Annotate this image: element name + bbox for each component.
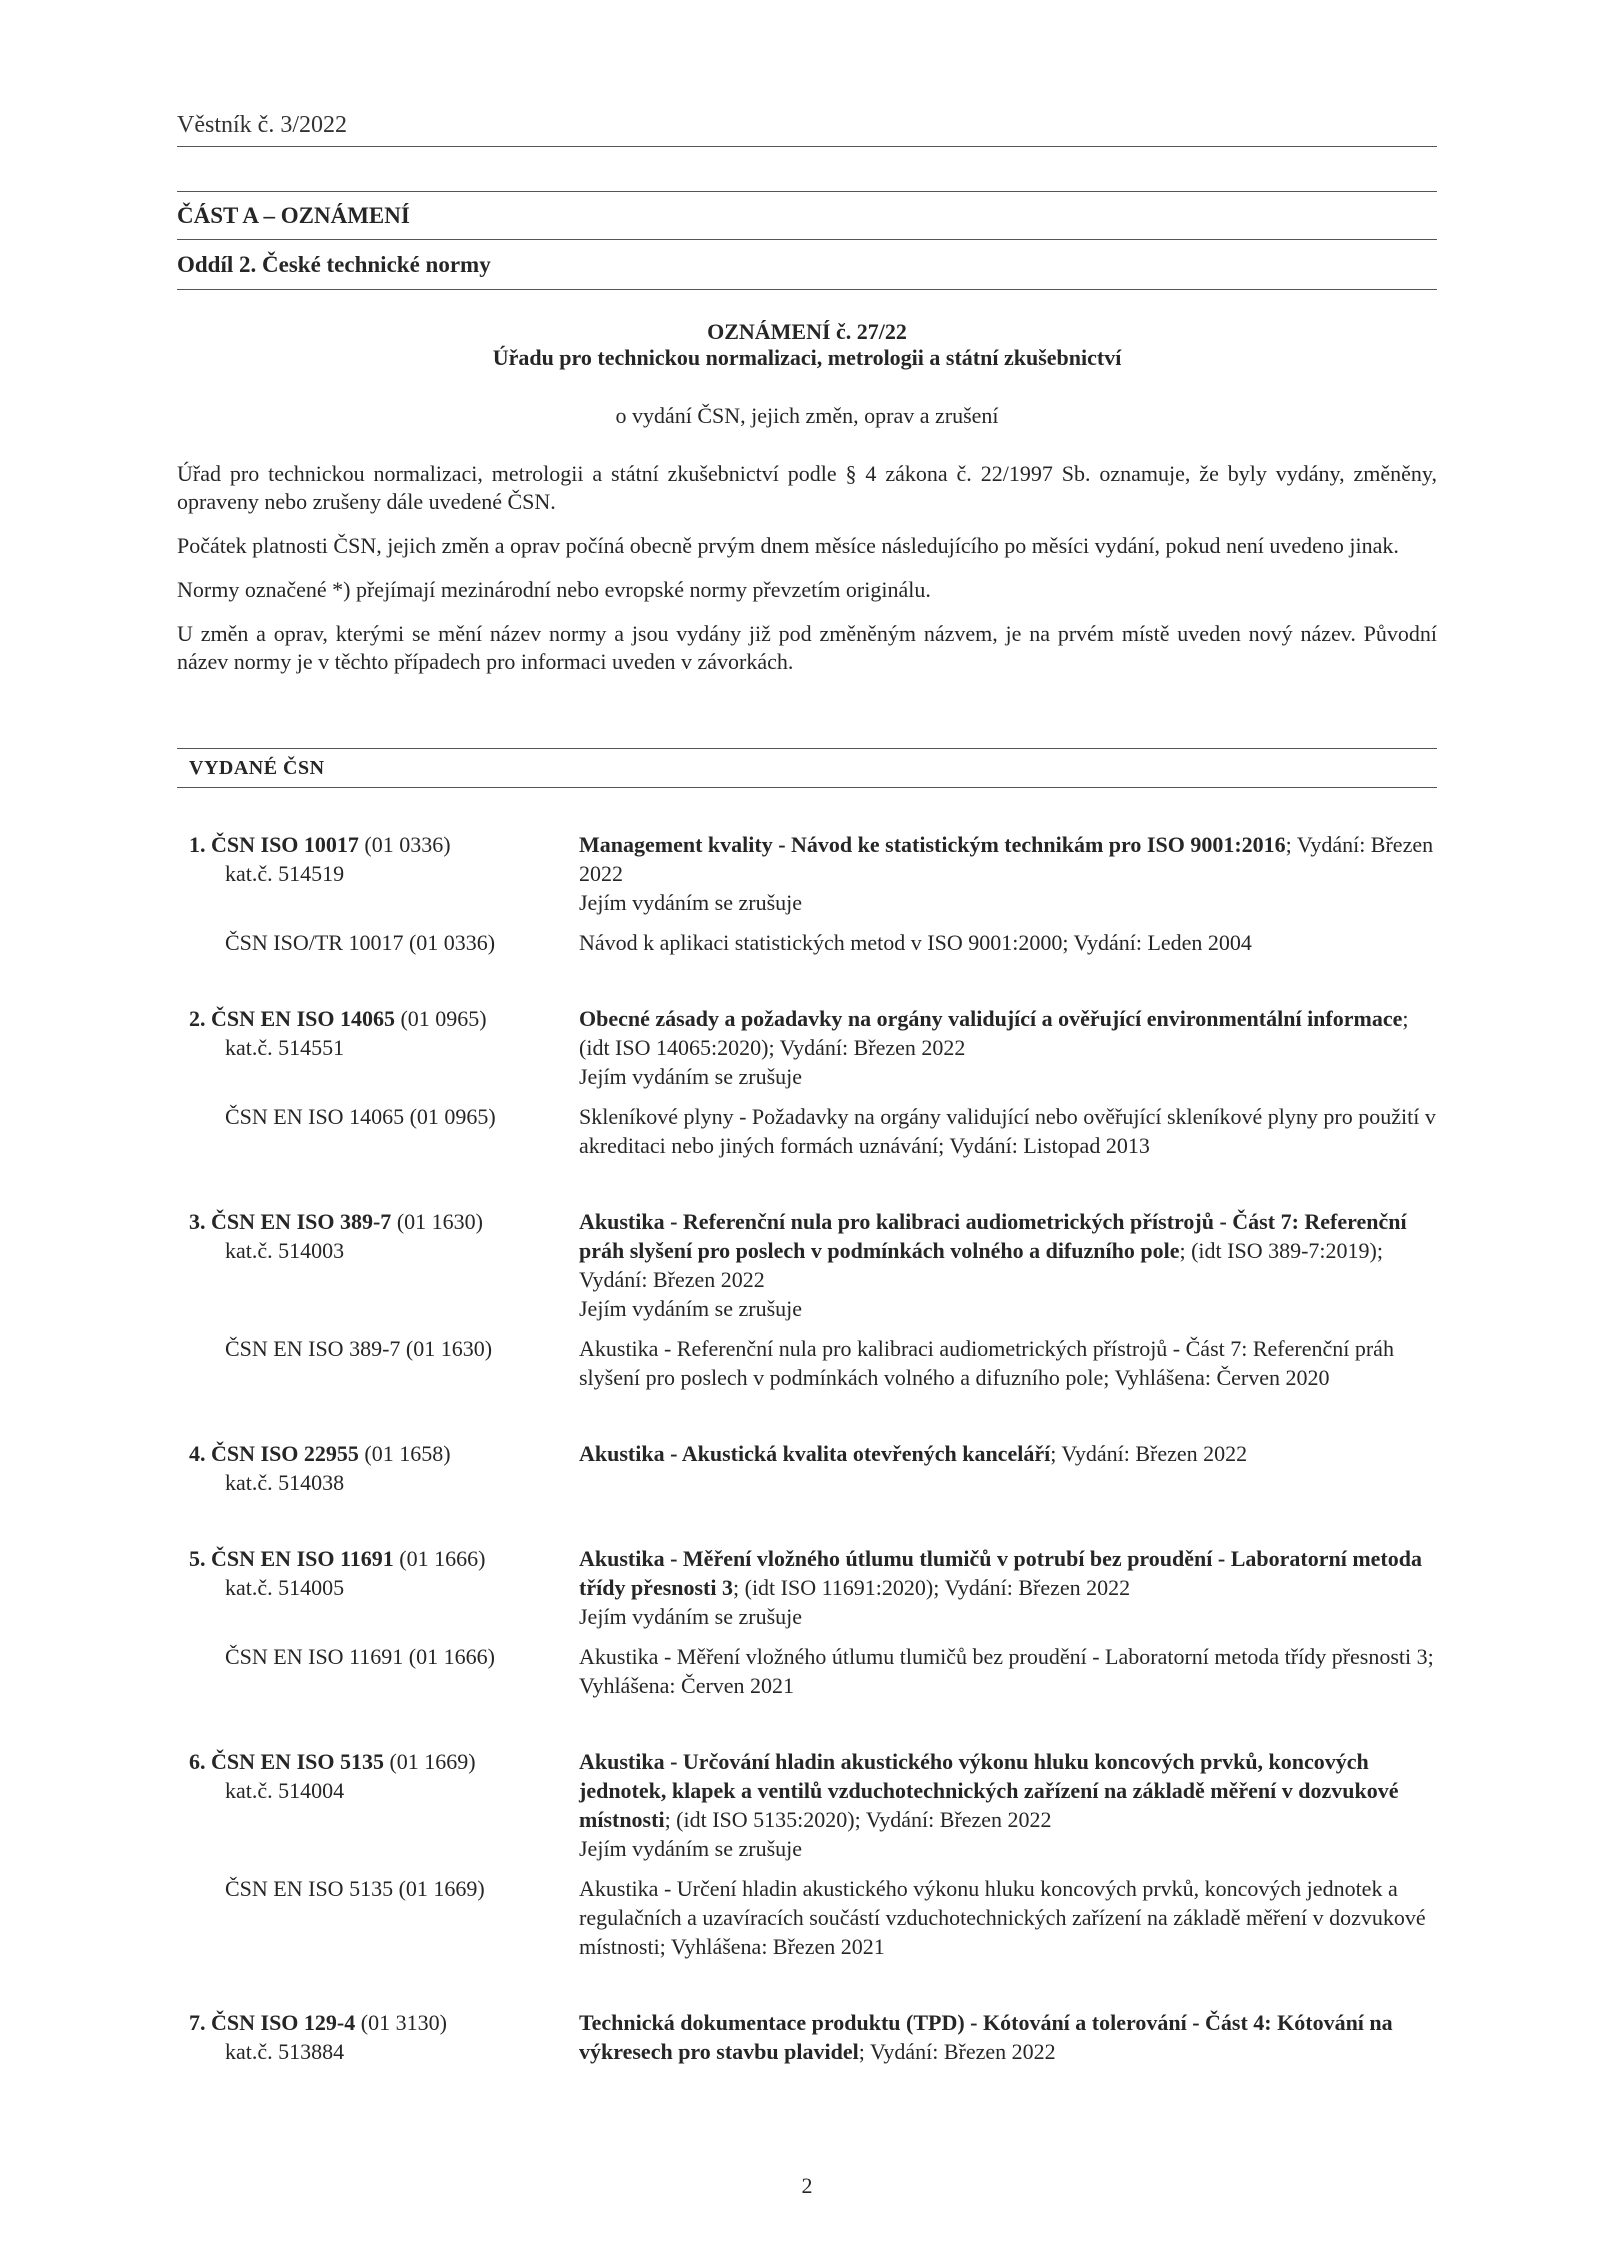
- paragraph: Normy označené *) přejímají mezinárodní nebo evropské normy převzetím originálu.: [177, 577, 931, 602]
- replaced-norm-text: Návod k aplikaci statistických metod v ISO 9001:2000; Vydání: Leden 2004: [579, 930, 1252, 955]
- norm-code: ČSN ISO 22955: [211, 1441, 359, 1466]
- withdrawal-note: Jejím vydáním se zrušuje: [579, 1064, 803, 1089]
- norm-title: Akustika - Referenční nula pro kalibraci audiometrických přístrojů - Část 7: Referenční práh slyšení pro poslech v podmínkách volného a difuzního pole: [579, 1209, 1407, 1263]
- norm-identifier: [177, 2008, 579, 2066]
- paragraph: Úřad pro technickou normalizaci, metrologii a státní zkušebnictví podle § 4 zákona č. 22/1997 Sb. oznamuje, že byly vydány, změněny, opraveny nebo zrušeny dále uvedené ČSN.: [177, 461, 1437, 514]
- norm-title: Akustika - Určování hladin akustického výkonu hluku koncových prvků, koncových jednotek, klapek a ventilů vzduchotechnických zařízení na základě měření v dozvukové místnosti: [579, 1749, 1399, 1832]
- notice-subject: o vydání ČSN, jejich změn, oprav a zrušení: [615, 403, 999, 428]
- norm-number: 1.: [189, 832, 206, 857]
- norm-code: ČSN EN ISO 5135: [211, 1749, 384, 1774]
- replaced-norm: [177, 1334, 1437, 1392]
- norm-details: ; (idt ISO 14065:2020); Vydání: Březen 2022: [579, 1006, 1409, 1060]
- norm-entry: [177, 1004, 1437, 1160]
- replaced-norm-code: ČSN EN ISO 5135 (01 1669): [225, 1876, 485, 1901]
- norm-code: ČSN EN ISO 389-7: [211, 1209, 392, 1234]
- norm-entry: [177, 1439, 1437, 1497]
- part-heading-block: [177, 191, 1437, 290]
- replaced-norm-code: ČSN EN ISO 389-7 (01 1630): [225, 1336, 493, 1361]
- norm-class: (01 1666): [399, 1546, 486, 1571]
- norm-code: ČSN ISO 10017: [211, 832, 359, 857]
- norm-class: (01 1630): [396, 1209, 483, 1234]
- norm-title: Akustika - Měření vložného útlumu tlumičů v potrubí bez proudění - Laboratorní metoda třídy přesnosti 3: [579, 1546, 1422, 1600]
- norm-title: Management kvality - Návod ke statistickým technikám pro ISO 9001:2016: [579, 832, 1286, 857]
- norm-description: [579, 1544, 1437, 1631]
- norm-identifier: [177, 1747, 579, 1863]
- norm-class: (01 0336): [364, 832, 451, 857]
- replaced-norm-text: Akustika - Měření vložného útlumu tlumičů bez proudění - Laboratorní metoda třídy přesnosti 3; Vyhlášena: Červen 2021: [579, 1644, 1434, 1698]
- catalog-number: kat.č. 514038: [225, 1470, 345, 1495]
- norm-class: (01 3130): [360, 2010, 447, 2035]
- norm-description: [579, 2008, 1437, 2066]
- norm-description: [579, 1207, 1437, 1323]
- norm-entry: [177, 2008, 1437, 2066]
- replaced-norm-text: Akustika - Referenční nula pro kalibraci audiometrických přístrojů - Část 7: Referenční práh slyšení pro poslech v podmínkách volného a difuzního pole; Vyhlášena: Červen 2020: [579, 1336, 1394, 1390]
- norm-code: ČSN EN ISO 14065: [211, 1006, 395, 1031]
- catalog-number: kat.č. 513884: [225, 2039, 345, 2064]
- replaced-norm: [177, 1874, 1437, 1961]
- norm-details: ; (idt ISO 5135:2020); Vydání: Březen 2022: [664, 1807, 1052, 1832]
- norm-description: [579, 830, 1437, 917]
- norm-number: 2.: [189, 1006, 206, 1031]
- norm-class: (01 1669): [389, 1749, 476, 1774]
- notice-issuer: Úřadu pro technickou normalizaci, metrologii a státní zkušebnictví: [492, 345, 1122, 370]
- withdrawal-note: Jejím vydáním se zrušuje: [579, 890, 803, 915]
- norm-code: ČSN ISO 129-4: [211, 2010, 356, 2035]
- withdrawal-note: Jejím vydáním se zrušuje: [579, 1296, 803, 1321]
- catalog-number: kat.č. 514004: [225, 1778, 345, 1803]
- catalog-number: kat.č. 514519: [225, 861, 345, 886]
- norm-identifier: [177, 1207, 579, 1323]
- issued-norms-heading: [177, 748, 1437, 788]
- norm-code: ČSN EN ISO 11691: [211, 1546, 394, 1571]
- norm-details: ; Vydání: Březen 2022: [858, 2039, 1056, 2064]
- part-title: ČÁST A – OZNÁMENÍ: [177, 192, 1437, 240]
- catalog-number: kat.č. 514003: [225, 1238, 345, 1263]
- replaced-norm-text: Akustika - Určení hladin akustického výkonu hluku koncových prvků, koncových jednotek a regulačních a uzavíracích součástí vzduchotechnických zařízení na základě měření v dozvukové místnosti; Vyhlášena: Březen 2021: [579, 1876, 1426, 1959]
- norm-identifier: [177, 1544, 579, 1631]
- norm-details: ; Vydání: Březen 2022: [579, 832, 1434, 886]
- norm-class: (01 0965): [400, 1006, 487, 1031]
- paragraph: Počátek platnosti ČSN, jejich změn a oprav počíná obecně prvým dnem měsíce následujícího po měsíci vydání, pokud není uvedeno jinak.: [177, 533, 1399, 558]
- norm-entry: [177, 1544, 1437, 1700]
- norm-description: [579, 1439, 1437, 1497]
- norm-number: 3.: [189, 1209, 206, 1234]
- bulletin-title: Věstník č. 3/2022: [177, 112, 347, 138]
- replaced-norm-code: ČSN ISO/TR 10017 (01 0336): [225, 930, 496, 955]
- norm-details: ; (idt ISO 11691:2020); Vydání: Březen 2022: [733, 1575, 1131, 1600]
- replaced-norm-code: ČSN EN ISO 14065 (01 0965): [225, 1104, 496, 1129]
- norm-description: [579, 1004, 1437, 1091]
- norm-number: 6.: [189, 1749, 206, 1774]
- replaced-norm: [177, 1642, 1437, 1700]
- replaced-norm-code: ČSN EN ISO 11691 (01 1666): [225, 1644, 495, 1669]
- replaced-norm: [177, 1102, 1437, 1160]
- replaced-norm: [177, 928, 1437, 957]
- norm-title: Akustika - Akustická kvalita otevřených kanceláří: [579, 1441, 1051, 1466]
- norm-title: Obecné zásady a požadavky na orgány validující a ověřující environmentální informace: [579, 1006, 1403, 1031]
- norm-title: Technická dokumentace produktu (TPD) - Kótování a tolerování - Část 4: Kótování na výkresech pro stavbu plavidel: [579, 2010, 1393, 2064]
- withdrawal-note: Jejím vydáním se zrušuje: [579, 1836, 803, 1861]
- norm-identifier: [177, 830, 579, 917]
- norm-identifier: [177, 1439, 579, 1497]
- norm-description: [579, 1747, 1437, 1863]
- running-header: [177, 110, 1437, 147]
- withdrawal-note: Jejím vydáním se zrušuje: [579, 1604, 803, 1629]
- norm-entry: [177, 830, 1437, 957]
- notice-title: OZNÁMENÍ č. 27/22: [707, 319, 907, 344]
- catalog-number: kat.č. 514005: [225, 1575, 345, 1600]
- catalog-number: kat.č. 514551: [225, 1035, 345, 1060]
- norm-number: 7.: [189, 2010, 206, 2035]
- norm-entry: [177, 1747, 1437, 1961]
- notice-heading: [177, 319, 1437, 371]
- norm-class: (01 1658): [364, 1441, 451, 1466]
- paragraph: U změn a oprav, kterými se mění název normy a jsou vydány již pod změněným názvem, je na prvém místě uveden nový název. Původní název normy je v těchto případech pro informaci uveden v závorkách.: [177, 621, 1437, 674]
- norm-details: ; (idt ISO 389-7:2019); Vydání: Březen 2022: [579, 1238, 1383, 1292]
- notice-body: [177, 460, 1437, 692]
- norm-number: 5.: [189, 1546, 206, 1571]
- norm-list: [177, 830, 1437, 2113]
- section-heading-label: VYDANÉ ČSN: [189, 756, 325, 779]
- page-number: 2: [801, 2173, 813, 2198]
- norm-identifier: [177, 1004, 579, 1091]
- norm-details: ; Vydání: Březen 2022: [1050, 1441, 1248, 1466]
- norm-number: 4.: [189, 1441, 206, 1466]
- section-title: Oddíl 2. České technické normy: [177, 240, 1437, 290]
- norm-entry: [177, 1207, 1437, 1392]
- replaced-norm-text: Skleníkové plyny - Požadavky na orgány validující nebo ověřující skleníkové plyny pro použití v akreditaci nebo jiných formách uznávání; Vydání: Listopad 2013: [579, 1104, 1436, 1158]
